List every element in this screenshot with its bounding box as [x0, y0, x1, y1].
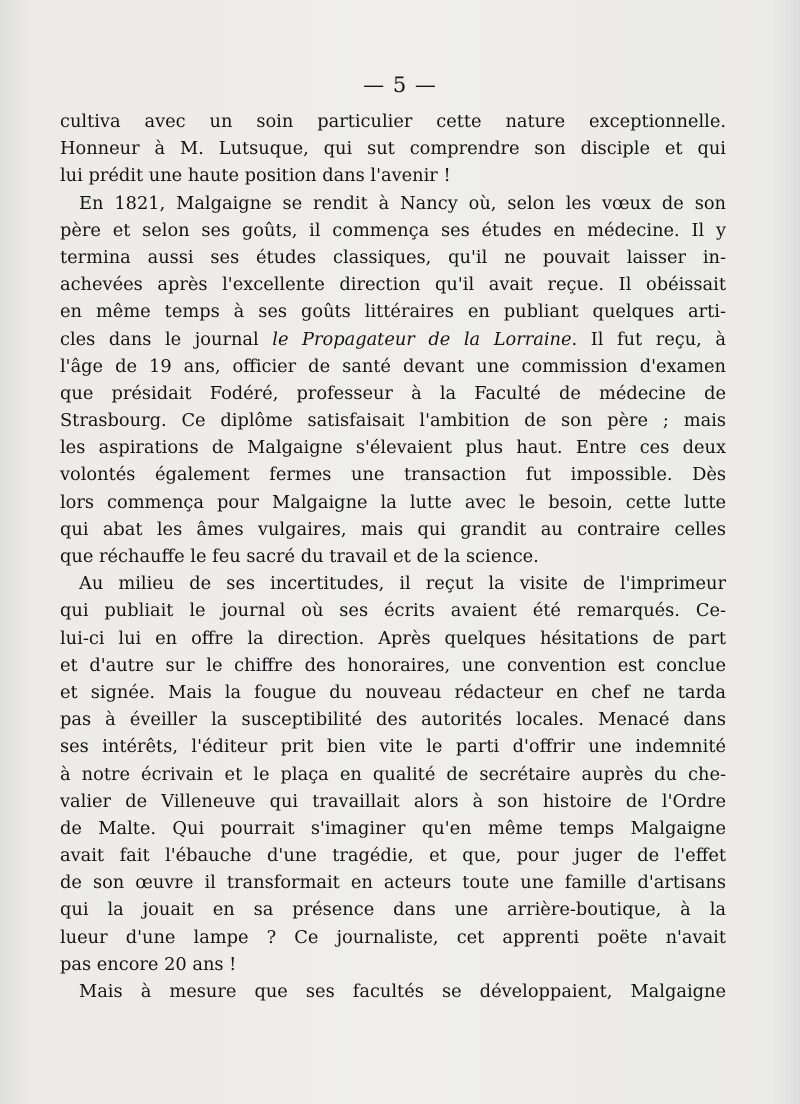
- text-line: termina aussi ses études classiques, qu'il ne pouvait laisser in-: [60, 246, 726, 268]
- body-text: [60, 108, 726, 1005]
- journal-title: le Propagateur de la Lorraine: [272, 328, 572, 350]
- text-line: à notre écrivain et le plaça en qualité de secrétaire auprès du che-: [60, 763, 726, 785]
- text-line: lueur d'une lampe ? Ce journaliste, cet apprenti poëte n'avait: [60, 926, 726, 948]
- text-line: Au milieu de ses incertitudes, il reçut la visite de l'imprimeur: [79, 573, 726, 595]
- text-line: volontés également fermes une transaction fut impossible. Dès: [60, 464, 726, 486]
- text-line: de son œuvre il transformait en acteurs toute une famille d'artisans: [60, 872, 726, 894]
- text-line: l'âge de 19 ans, officier de santé devant une commission d'examen: [60, 355, 726, 377]
- text-line: que présidait Fodéré, professeur à la Faculté de médecine de: [60, 382, 726, 404]
- text-line: qui la jouait en sa présence dans une arrière-boutique, à la: [60, 899, 726, 921]
- text-line: pas à éveiller la susceptibilité des autorités locales. Menacé dans: [60, 709, 726, 731]
- text-line: avait fait l'ébauche d'une tragédie, et que, pour juger de l'effet: [60, 845, 726, 867]
- text-line: qui publiait le journal où ses écrits avaient été remarqués. Ce-: [60, 600, 726, 622]
- text-line: cultiva avec un soin particulier cette nature exceptionnelle.: [60, 111, 726, 132]
- text-line: lui prédit une haute position dans l'avenir !: [60, 165, 451, 187]
- text-line: ses intérêts, l'éditeur prit bien vite le parti d'offrir une indemnité: [60, 736, 726, 758]
- text-line: lors commença pour Malgaigne la lutte avec le besoin, cette lutte: [60, 491, 726, 513]
- text-line: en même temps à ses goûts littéraires en publiant quelques arti-: [60, 301, 726, 323]
- text-line: Mais à mesure que ses facultés se développaient, Malgaigne: [79, 981, 726, 1002]
- text-line: qui abat les âmes vulgaires, mais qui grandit au contraire celles: [60, 518, 726, 540]
- text-line: les aspirations de Malgaigne s'élevaient plus haut. Entre ces deux: [60, 437, 726, 459]
- text-line: pas encore 20 ans !: [60, 953, 237, 975]
- text-line: père et selon ses goûts, il commença ses études en médecine. Il y: [60, 219, 726, 241]
- text-line: que réchauffe le feu sacré du travail et de la science.: [60, 546, 539, 567]
- text-line: achevées après l'excellente direction qu'il avait reçue. Il obéissait: [60, 274, 726, 296]
- page-number: — 5 —: [363, 73, 437, 97]
- text-line: et signée. Mais la fougue du nouveau rédacteur en chef ne tarda: [60, 681, 726, 703]
- text-line: Honneur à M. Lutsuque, qui sut comprendre son disciple et qui: [60, 138, 726, 160]
- text-line: et d'autre sur le chiffre des honoraires, une convention est conclue: [60, 654, 726, 676]
- text-line: lui-ci lui en offre la direction. Après quelques hésitations de part: [60, 627, 726, 649]
- text-line: En 1821, Malgaigne se rendit à Nancy où, selon les vœux de son: [79, 192, 726, 214]
- text-line: de Malte. Qui pourrait s'imaginer qu'en même temps Malgaigne: [60, 817, 726, 839]
- text-line: Strasbourg. Ce diplôme satisfaisait l'ambition de son père ; mais: [60, 410, 726, 432]
- text-line: cles dans le journal le Propagateur de la Lorraine. Il fut reçu, à: [60, 328, 726, 350]
- text-line: valier de Villeneuve qui travaillait alors à son histoire de l'Ordre: [60, 790, 726, 812]
